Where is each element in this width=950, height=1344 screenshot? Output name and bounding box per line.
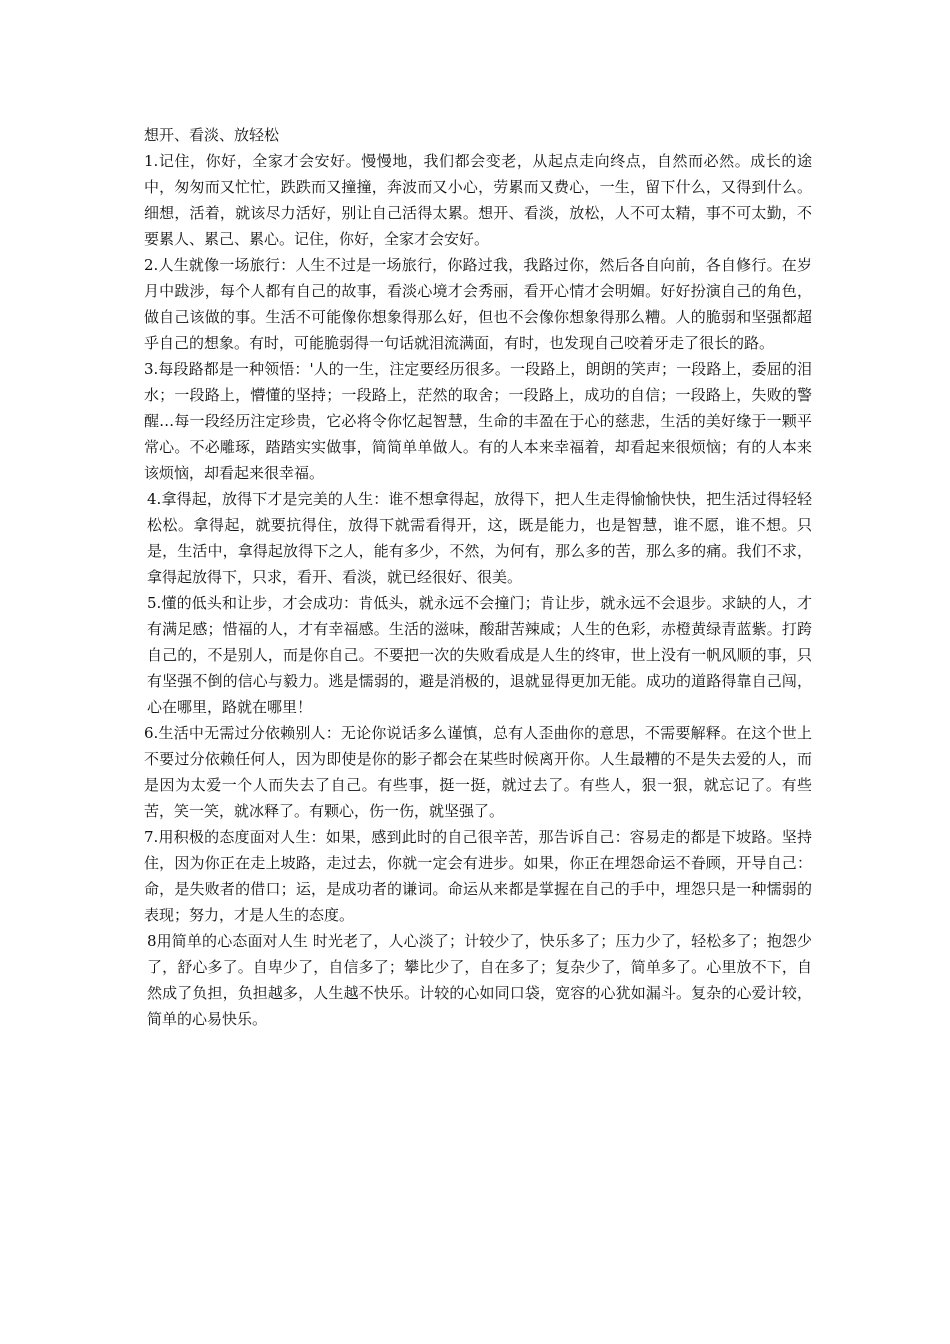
paragraph-2: 2.人生就像一场旅行：人生不过是一场旅行，你路过我，我路过你，然后各自向前，各自修行。在岁月中跋涉，每个人都有自己的故事，看淡心境才会秀丽，看开心情才会明媚。好好扮演自己的角色，做自己该做的事。生活不可能像你想象得那么好，但也不会像你想象得那么糟。人的脆弱和坚强都超乎自己的想象。有时，可能脆弱得一句话就泪流满面，有时，也发现自己咬着牙走了很长的路。 xyxy=(144,256,812,352)
document-title: 想开、看淡、放轻松 xyxy=(144,126,280,144)
document-page xyxy=(144,122,812,1032)
paragraph-3: 3.每段路都是一种领悟：'人的一生，注定要经历很多。一段路上，朗朗的笑声；一段路上，委屈的泪水；一段路上，懵懂的坚持；一段路上，茫然的取舍；一段路上，成功的自信；一段路上，失败的警醒…每一段经历注定珍贵，它必将令你忆起智慧，生命的丰盈在于心的慈悲，生活的美好缘于一颗平常心。不必雕琢，踏踏实实做事，简简单单做人。有的人本来幸福着，却看起来很烦恼；有的人本来该烦恼，却看起来很幸福。 xyxy=(144,360,812,482)
paragraph-5: 5.懂的低头和让步，才会成功：肯低头，就永远不会撞门；肯让步，就永远不会退步。求缺的人，才有满足感；惜福的人，才有幸福感。生活的滋味，酸甜苦辣咸；人生的色彩，赤橙黄绿青蓝紫。打跨自己的，不是别人，而是你自己。不要把一次的失败看成是人生的终审，世上没有一帆风顺的事，只有坚强不倒的信心与毅力。逃是懦弱的，避是消极的，退就显得更加无能。成功的道路得靠自己闯，心在哪里，路就在哪里！ xyxy=(147,594,812,716)
paragraph-4: 4.拿得起，放得下才是完美的人生：谁不想拿得起，放得下，把人生走得愉愉快快，把生活过得轻轻松松。拿得起，就要抗得住，放得下就需看得开，这，既是能力，也是智慧，谁不愿，谁不想。只是，生活中，拿得起放得下之人，能有多少，不然，为何有，那么多的苦，那么多的痛。我们不求，拿得起放得下，只求，看开、看淡，就已经很好、很美。 xyxy=(147,490,812,586)
paragraph-7: 7.用积极的态度面对人生：如果，感到此时的自己很辛苦，那告诉自己：容易走的都是下坡路。坚持住，因为你正在走上坡路，走过去，你就一定会有进步。如果，你正在埋怨命运不眷顾，开导自己：命，是失败者的借口；运，是成功者的谦词。命运从来都是掌握在自己的手中，埋怨只是一种懦弱的表现；努力，才是人生的态度。 xyxy=(144,828,812,924)
paragraph-6: 6.生活中无需过分依赖别人：无论你说话多么谨慎，总有人歪曲你的意思，不需要解释。在这个世上不要过分依赖任何人，因为即使是你的影子都会在某些时候离开你。人生最糟的不是失去爱的人，而是因为太爱一个人而失去了自己。有些事，挺一挺，就过去了。有些人，狠一狠，就忘记了。有些苦，笑一笑，就冰释了。有颗心，伤一伤，就坚强了。 xyxy=(144,724,812,820)
paragraph-8: 8用简单的心态面对人生 时光老了，人心淡了；计较少了，快乐多了；压力少了，轻松多了；抱怨少了，舒心多了。自卑少了，自信多了；攀比少了，自在多了；复杂少了，简单多了。心里放不下，自然成了负担，负担越多，人生越不快乐。计较的心如同口袋，宽容的心犹如漏斗。复杂的心爱计较，简单的心易快乐。 xyxy=(147,932,812,1028)
paragraph-1: 1.记住，你好，全家才会安好。慢慢地，我们都会变老，从起点走向终点，自然而必然。成长的途中，匆匆而又忙忙，跌跌而又撞撞，奔波而又小心，劳累而又费心，一生，留下什么，又得到什么。细想，活着，就该尽力活好，别让自己活得太累。想开、看淡，放松，人不可太精，事不可太勤，不要累人、累己、累心。记住，你好，全家才会安好。 xyxy=(144,152,812,248)
